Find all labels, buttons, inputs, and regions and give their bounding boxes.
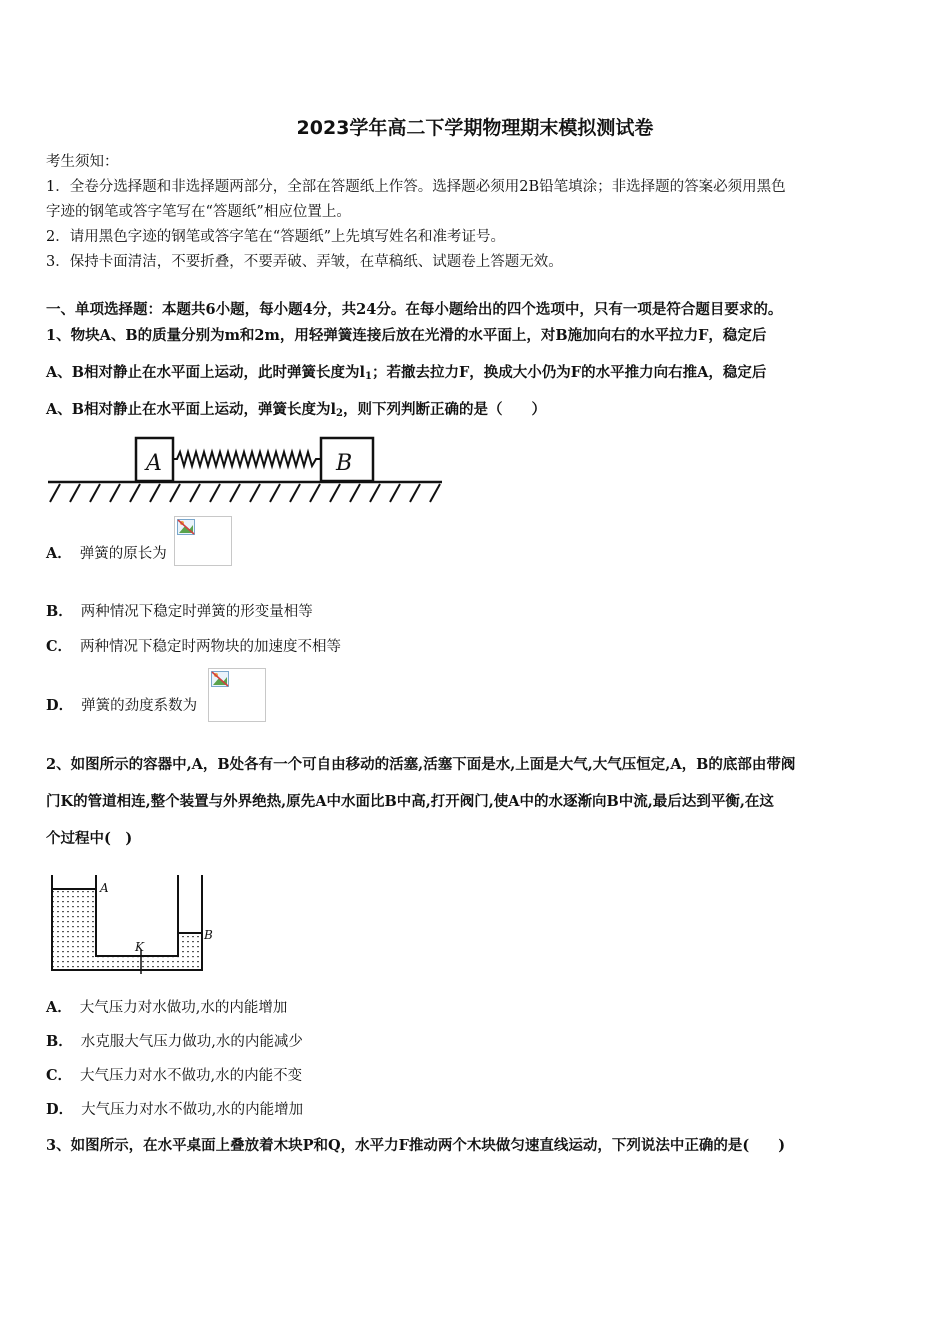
notice-item-2: 2．请用黑色字迹的钢笔或答字笔在“答题纸”上先填写姓名和准考证号。 <box>46 229 506 245</box>
spring <box>173 452 321 466</box>
q2-line-3: 个过程中( ) <box>46 830 133 847</box>
notice-item-3: 3．保持卡面清洁，不要折叠，不要弄破、弄皱，在草稿纸、试题卷上答题无效。 <box>46 254 563 270</box>
q2-line-2: 门K的管道相连,整个装置与外界绝热,原先A中水面比B中高,打开阀门,使A中的水逐渐向B中流,最后达到平衡,在这 <box>46 793 774 810</box>
q1-line-3: A、B相对静止在水平面上运动，弹簧长度为$l_2$，则下列判断正确的是（ ） <box>46 401 546 419</box>
q3-line-1: 3、如图所示，在水平桌面上叠放着木块P和Q，水平力F推动两个木块做匀速直线运动，下列说法中正确的是( ) <box>46 1137 786 1154</box>
label-k: K <box>135 940 144 954</box>
q1-line-1: 1、物块A、B的质量分别为m和2m，用轻弹簧连接后放在光滑的水平面上，对B施加向右的水平拉力F，稳定后 <box>46 327 767 344</box>
q2-option-a[interactable]: A． 大气压力对水做功,水的内能增加 <box>46 999 288 1016</box>
label-b: B <box>204 928 213 942</box>
q2-line-1: 2、如图所示的容器中,A，B处各有一个可自由移动的活塞,活塞下面是水,上面是大气,大气压恒定,A，B的底部由带阀 <box>46 756 796 773</box>
q2-option-d[interactable]: D． 大气压力对水不做功,水的内能增加 <box>46 1101 304 1118</box>
formula-image-placeholder <box>174 516 232 566</box>
label-a: A <box>100 881 109 895</box>
q1-option-d[interactable]: D． 弹簧的劲度系数为 <box>46 697 198 714</box>
notice-item-1-cont: 字迹的钢笔或答字笔写在“答题纸”相应位置上。 <box>46 204 351 220</box>
section-heading: 一、单项选择题：本题共6小题，每小题4分，共24分。在每小题给出的四个选项中，只有一项是符合题目要求的。 <box>46 301 783 318</box>
q1-option-b[interactable]: B． 两种情况下稳定时弹簧的形变量相等 <box>46 603 313 620</box>
broken-image-icon <box>211 671 229 687</box>
q2-option-b[interactable]: B． 水克服大气压力做功,水的内能减少 <box>46 1033 303 1050</box>
spring-blocks-figure <box>46 432 446 507</box>
block-a-label: A <box>146 451 162 476</box>
q1-option-c[interactable]: C． 两种情况下稳定时两物块的加速度不相等 <box>46 638 342 655</box>
broken-image-icon <box>177 519 195 535</box>
block-b-label: B <box>336 451 353 476</box>
page-title: 2023学年高二下学期物理期末模拟测试卷 <box>296 117 654 139</box>
q1-line-2: A、B相对静止在水平面上运动，此时弹簧长度为$l_1$；若撤去拉力F，换成大小仍为F的水平推力向右推A，稳定后 <box>46 364 767 382</box>
container-figure <box>46 870 226 975</box>
notice-heading: 考生须知： <box>46 154 119 170</box>
notice-item-1: 1．全卷分选择题和非选择题两部分，全部在答题纸上作答。选择题必须用2B铅笔填涂；非选择题的答案必须用黑色 <box>46 179 786 195</box>
q1-option-a[interactable]: A． 弹簧的原长为 <box>46 545 167 562</box>
formula-image-placeholder <box>208 668 266 722</box>
q2-option-c[interactable]: C． 大气压力对水不做功,水的内能不变 <box>46 1067 303 1084</box>
